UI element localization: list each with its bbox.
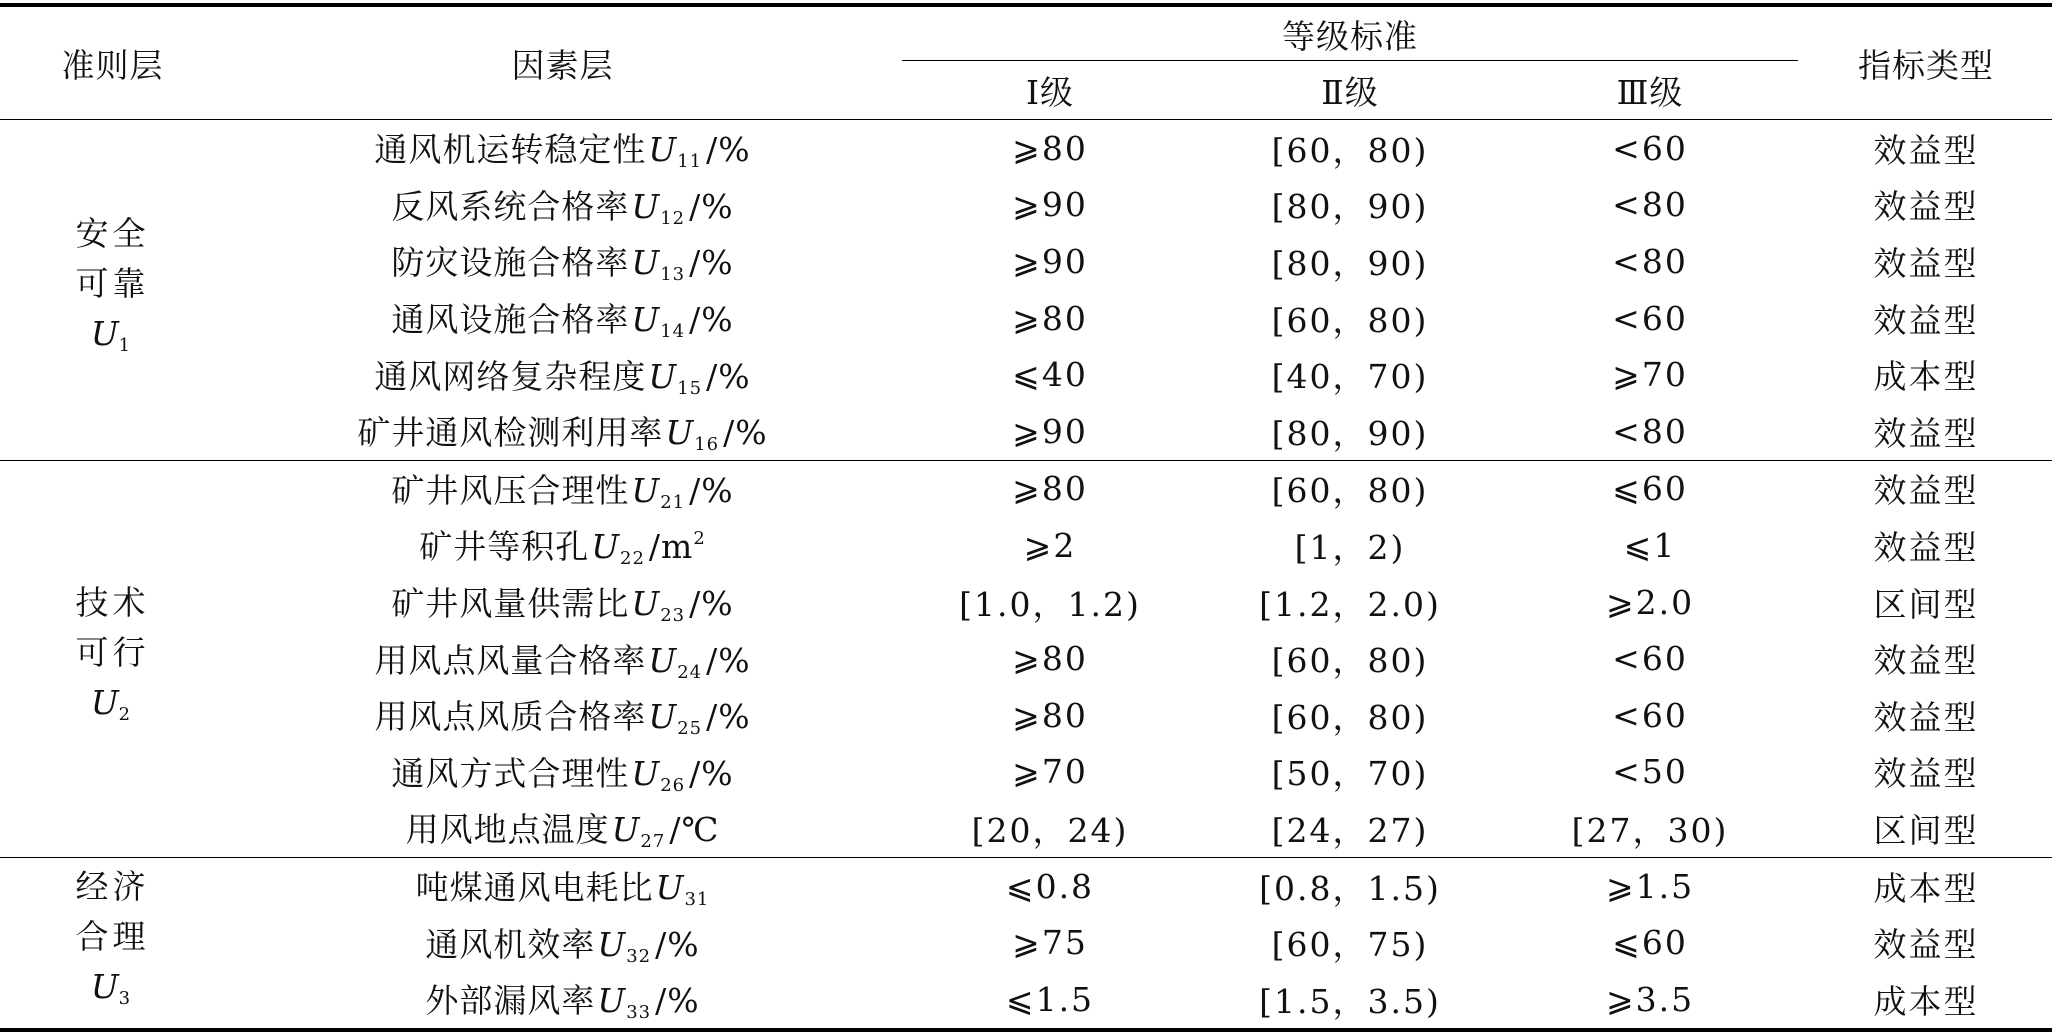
grade-3-value: <50 <box>1612 752 1688 792</box>
indicator-type-value: 效益型 <box>1873 754 1979 794</box>
criterion-line-2: 合理 <box>75 916 150 956</box>
factor-symbol <box>631 243 686 286</box>
factor-unit-text: /% <box>655 981 700 1021</box>
grade-3-cell <box>1500 517 1800 574</box>
factor-symbol <box>631 186 686 229</box>
grade-3-value: <80 <box>1612 241 1688 281</box>
grade-3-value: <60 <box>1612 695 1688 735</box>
factor-cell <box>225 630 900 687</box>
criterion-line-2: 可靠 <box>75 263 150 303</box>
grade-2-cell <box>1200 857 1500 914</box>
evaluation-index-table <box>0 3 2052 1032</box>
indicator-type-value: 效益型 <box>1873 130 1979 170</box>
header-grade-2-label: Ⅱ级 <box>1321 72 1379 112</box>
grade-1-value: ⩾90 <box>1012 411 1088 451</box>
header-factor <box>225 5 900 120</box>
header-criterion-label: 准则层 <box>61 45 164 85</box>
header-indicator-type <box>1800 5 2052 120</box>
factor-unit <box>689 754 733 793</box>
factor-symbol-subscript: 31 <box>684 889 710 911</box>
factor-symbol <box>631 470 686 513</box>
factor-symbol <box>665 413 720 456</box>
factor-symbol <box>648 640 703 683</box>
grade-2-value: [60，80) <box>1271 130 1429 170</box>
grade-1-value: ⩾80 <box>1012 128 1088 168</box>
grade-2-cell <box>1200 971 1500 1030</box>
grade-1-cell <box>900 687 1200 744</box>
grade-1-cell <box>900 914 1200 971</box>
indicator-type-value: 效益型 <box>1873 925 1979 965</box>
factor-name: 通风方式合理性 <box>391 753 630 793</box>
indicator-type-cell <box>1800 744 2052 801</box>
factor-symbol-subscript: 11 <box>677 151 703 173</box>
factor-name: 用风点风质合格率 <box>374 697 647 737</box>
factor-symbol-subscript: 16 <box>694 434 720 456</box>
factor-symbol <box>611 810 666 853</box>
factor-unit-text: /% <box>689 300 734 340</box>
factor-unit-text: /% <box>706 356 751 396</box>
grade-3-cell <box>1500 346 1800 403</box>
table-row <box>0 971 2052 1030</box>
factor-symbol-letter: U <box>631 186 661 226</box>
grade-2-cell <box>1200 630 1500 687</box>
factor-unit-text: /% <box>706 697 751 737</box>
indicator-type-value: 效益型 <box>1873 300 1979 340</box>
factor-cell <box>225 914 900 971</box>
factor-symbol-subscript: 13 <box>660 264 686 286</box>
indicator-type-value: 效益型 <box>1873 697 1979 737</box>
grade-2-cell <box>1200 233 1500 290</box>
grade-2-cell <box>1200 744 1500 801</box>
grade-3-value: <60 <box>1612 128 1688 168</box>
grade-1-value: ⩾75 <box>1012 923 1088 963</box>
indicator-type-cell <box>1800 290 2052 347</box>
factor-cell <box>225 574 900 631</box>
grade-1-value: ⩾2 <box>1023 525 1077 565</box>
indicator-type-value: 成本型 <box>1873 868 1979 908</box>
factor-unit <box>689 471 733 510</box>
grade-1-cell <box>900 177 1200 234</box>
header-grade-standard-label: 等级标准 <box>1282 16 1418 56</box>
indicator-type-cell <box>1800 574 2052 631</box>
table-row <box>0 914 2052 971</box>
grade-3-cell <box>1500 120 1800 177</box>
factor-unit <box>669 810 719 849</box>
factor-cell <box>225 857 900 914</box>
factor-name: 外部漏风率 <box>425 981 596 1021</box>
grade-2-value: [60，80) <box>1271 471 1429 511</box>
header-grade-standard <box>900 5 1800 61</box>
header-grade-3 <box>1500 61 1800 120</box>
factor-name: 矿井通风检测利用率 <box>357 413 664 453</box>
grade-2-value: [1，2) <box>1294 527 1406 567</box>
factor-cell <box>225 233 900 290</box>
factor-symbol <box>631 584 686 627</box>
header-grade-1-label: Ⅰ级 <box>1025 72 1075 112</box>
criterion-line-1: 安全 <box>75 213 150 253</box>
indicator-type-cell <box>1800 403 2052 460</box>
factor-symbol <box>597 924 652 967</box>
grade-3-cell <box>1500 744 1800 801</box>
factor-symbol-subscript: 15 <box>677 377 703 399</box>
factor-symbol-letter: U <box>631 300 661 340</box>
indicator-type-cell <box>1800 177 2052 234</box>
table-header <box>0 5 2052 120</box>
indicator-type-cell <box>1800 630 2052 687</box>
grade-1-value: ⩾90 <box>1012 241 1088 281</box>
grade-1-cell <box>900 403 1200 460</box>
indicator-type-value: 成本型 <box>1873 981 1979 1021</box>
header-grade-2 <box>1200 61 1500 120</box>
criterion-cell <box>0 120 225 461</box>
header-criterion <box>0 5 225 120</box>
indicator-type-value: 效益型 <box>1873 471 1979 511</box>
factor-symbol <box>631 300 686 343</box>
indicator-type-value: 效益型 <box>1873 243 1979 283</box>
grade-1-value: ⩾90 <box>1012 185 1088 225</box>
grade-2-value: [1.2，2.0) <box>1259 584 1441 624</box>
criterion-symbol-letter: U <box>90 313 119 353</box>
grade-1-value: ⩽0.8 <box>1005 866 1095 906</box>
factor-cell <box>225 800 900 857</box>
grade-3-value: ⩽60 <box>1612 469 1688 509</box>
grade-1-cell <box>900 346 1200 403</box>
factor-cell <box>225 687 900 744</box>
indicator-type-cell <box>1800 971 2052 1030</box>
criterion-symbol-subscript: 3 <box>118 987 135 1009</box>
factor-unit <box>723 413 767 452</box>
factor-symbol-subscript: 26 <box>660 774 686 796</box>
indicator-type-cell <box>1800 914 2052 971</box>
grade-2-value: [24，27) <box>1271 810 1429 850</box>
grade-1-value: ⩾80 <box>1012 298 1088 338</box>
criterion-symbol-subscript: 2 <box>118 703 135 725</box>
indicator-type-cell <box>1800 857 2052 914</box>
factor-symbol-letter: U <box>631 243 661 283</box>
factor-cell <box>225 744 900 801</box>
factor-symbol-letter: U <box>611 810 641 850</box>
grade-1-cell <box>900 290 1200 347</box>
criterion-line-1: 经济 <box>75 866 150 906</box>
grade-3-value: ⩾3.5 <box>1605 979 1695 1019</box>
factor-cell <box>225 120 900 177</box>
factor-unit-superscript: 2 <box>693 528 706 550</box>
grade-1-value: [20，24) <box>971 810 1129 850</box>
grade-3-cell <box>1500 177 1800 234</box>
grade-2-value: [60，80) <box>1271 697 1429 737</box>
grade-3-value: ⩽60 <box>1612 923 1688 963</box>
factor-symbol <box>655 868 710 911</box>
factor-unit <box>649 527 706 566</box>
factor-symbol-letter: U <box>648 640 678 680</box>
factor-unit <box>655 925 699 964</box>
grade-1-cell <box>900 120 1200 177</box>
factor-symbol-subscript: 32 <box>626 945 652 967</box>
grade-2-cell <box>1200 346 1500 403</box>
criterion-symbol-letter: U <box>90 966 119 1006</box>
factor-cell <box>225 460 900 517</box>
grade-2-value: [60，80) <box>1271 300 1429 340</box>
factor-name: 矿井风量供需比 <box>391 584 630 624</box>
factor-cell <box>225 177 900 234</box>
factor-name: 防灾设施合格率 <box>391 243 630 283</box>
indicator-type-value: 区间型 <box>1873 584 1979 624</box>
grade-2-cell <box>1200 687 1500 744</box>
table-row <box>0 403 2052 460</box>
indicator-type-cell <box>1800 687 2052 744</box>
grade-1-cell <box>900 233 1200 290</box>
grade-2-value: [50，70) <box>1271 754 1429 794</box>
criterion-symbol <box>0 962 225 1024</box>
table-row <box>0 120 2052 177</box>
factor-unit <box>689 300 733 339</box>
grade-2-cell <box>1200 403 1500 460</box>
factor-symbol-subscript: 33 <box>626 1002 652 1024</box>
factor-symbol <box>648 697 703 740</box>
table-row <box>0 517 2052 574</box>
factor-symbol-subscript: 23 <box>660 605 686 627</box>
factor-symbol <box>631 753 686 796</box>
indicator-type-cell <box>1800 346 2052 403</box>
factor-symbol-letter: U <box>631 584 661 624</box>
factor-symbol-letter: U <box>597 981 627 1021</box>
criterion-symbol-letter: U <box>90 682 119 722</box>
grade-3-cell <box>1500 914 1800 971</box>
factor-symbol-subscript: 24 <box>677 661 703 683</box>
table-row <box>0 233 2052 290</box>
factor-unit-text: /m <box>648 527 694 567</box>
factor-unit-text: /% <box>706 130 751 170</box>
factor-unit-text: /% <box>723 413 768 453</box>
grade-2-value: [0.8，1.5) <box>1259 868 1441 908</box>
grade-1-cell <box>900 574 1200 631</box>
grade-3-cell <box>1500 971 1800 1030</box>
factor-name: 通风网络复杂程度 <box>374 356 647 396</box>
grade-standard-divider <box>902 60 1798 61</box>
grade-1-value: ⩾70 <box>1012 752 1088 792</box>
grade-2-value: [1.5，3.5) <box>1259 981 1441 1021</box>
factor-symbol-letter: U <box>591 527 621 567</box>
factor-symbol-letter: U <box>665 413 695 453</box>
grade-3-cell <box>1500 687 1800 744</box>
grade-1-cell <box>900 744 1200 801</box>
grade-3-cell <box>1500 460 1800 517</box>
factor-symbol-subscript: 12 <box>660 207 686 229</box>
factor-unit-text: /% <box>689 753 734 793</box>
grade-2-value: [80，90) <box>1271 243 1429 283</box>
indicator-type-value: 效益型 <box>1873 527 1979 567</box>
grade-1-cell <box>900 630 1200 687</box>
grade-2-value: [40，70) <box>1271 357 1429 397</box>
table-row <box>0 460 2052 517</box>
criterion-symbol <box>0 309 225 371</box>
indicator-type-value: 效益型 <box>1873 413 1979 453</box>
factor-name: 矿井风压合理性 <box>391 470 630 510</box>
factor-unit-text: /℃ <box>669 810 720 850</box>
factor-cell <box>225 403 900 460</box>
factor-symbol-letter: U <box>648 697 678 737</box>
factor-unit-text: /% <box>689 470 734 510</box>
factor-symbol <box>648 356 703 399</box>
grade-3-cell <box>1500 290 1800 347</box>
factor-symbol-subscript: 25 <box>677 718 703 740</box>
indicator-type-value: 效益型 <box>1873 187 1979 227</box>
factor-unit-text: /% <box>689 584 734 624</box>
grade-3-cell <box>1500 857 1800 914</box>
grade-3-cell <box>1500 630 1800 687</box>
indicator-type-cell <box>1800 800 2052 857</box>
grade-3-cell <box>1500 233 1800 290</box>
indicator-type-value: 效益型 <box>1873 641 1979 681</box>
header-grade-3-label: Ⅲ级 <box>1616 72 1684 112</box>
factor-name: 矿井等积孔 <box>419 527 590 567</box>
grade-1-value: ⩽40 <box>1012 355 1088 395</box>
grade-2-cell <box>1200 290 1500 347</box>
grade-3-value: [27，30) <box>1571 810 1729 850</box>
grade-2-cell <box>1200 120 1500 177</box>
grade-1-cell <box>900 971 1200 1030</box>
factor-name: 吨煤通风电耗比 <box>415 868 654 908</box>
factor-unit <box>706 641 750 680</box>
grade-2-cell <box>1200 517 1500 574</box>
factor-unit <box>655 981 699 1020</box>
grade-2-cell <box>1200 914 1500 971</box>
grade-1-value: ⩾80 <box>1012 469 1088 509</box>
factor-symbol <box>591 527 645 570</box>
grade-3-value: <80 <box>1612 411 1688 451</box>
factor-symbol <box>648 130 703 173</box>
grade-1-cell <box>900 517 1200 574</box>
criterion-cell <box>0 460 225 857</box>
factor-symbol-subscript: 21 <box>660 491 686 513</box>
grade-3-value: ⩽1 <box>1623 525 1677 565</box>
grade-2-cell <box>1200 800 1500 857</box>
criterion-line-2: 可行 <box>75 632 150 672</box>
factor-unit <box>706 697 750 736</box>
grade-1-value: ⩾80 <box>1012 695 1088 735</box>
factor-unit-text: /% <box>655 924 700 964</box>
grade-1-value: [1.0，1.2) <box>959 584 1141 624</box>
criterion-symbol <box>0 678 225 740</box>
factor-unit-text: /% <box>689 243 734 283</box>
grade-1-value: ⩽1.5 <box>1005 979 1095 1019</box>
table-row <box>0 290 2052 347</box>
header-grade-1 <box>900 61 1200 120</box>
factor-name: 用风地点温度 <box>405 810 610 850</box>
factor-symbol-subscript: 22 <box>620 548 645 570</box>
factor-name: 用风点风量合格率 <box>374 640 647 680</box>
factor-unit <box>689 243 733 282</box>
criterion-line-1: 技术 <box>75 582 150 622</box>
grade-2-value: [60，75) <box>1271 925 1429 965</box>
grade-2-value: [80，90) <box>1271 413 1429 453</box>
factor-symbol-subscript: 14 <box>660 321 686 343</box>
factor-symbol <box>597 981 652 1024</box>
indicator-type-cell <box>1800 120 2052 177</box>
indicator-type-value: 区间型 <box>1873 810 1979 850</box>
indicator-type-cell <box>1800 517 2052 574</box>
grade-3-value: <60 <box>1612 298 1688 338</box>
grade-3-cell <box>1500 800 1800 857</box>
table-row <box>0 687 2052 744</box>
factor-name: 通风设施合格率 <box>391 300 630 340</box>
grade-1-cell <box>900 460 1200 517</box>
grade-2-cell <box>1200 460 1500 517</box>
table-body <box>0 120 2052 1030</box>
factor-unit <box>689 187 733 226</box>
grade-3-value: <60 <box>1612 639 1688 679</box>
grade-2-value: [60，80) <box>1271 641 1429 681</box>
factor-unit-text: /% <box>689 186 734 226</box>
table-row <box>0 346 2052 403</box>
factor-cell <box>225 290 900 347</box>
factor-cell <box>225 971 900 1030</box>
factor-name: 通风机运转稳定性 <box>374 130 647 170</box>
factor-symbol-letter: U <box>648 356 678 396</box>
factor-cell <box>225 517 900 574</box>
factor-unit <box>706 357 750 396</box>
factor-symbol-letter: U <box>655 868 685 908</box>
factor-symbol-letter: U <box>648 130 678 170</box>
table-row <box>0 574 2052 631</box>
grade-2-cell <box>1200 177 1500 234</box>
table-row <box>0 630 2052 687</box>
factor-unit <box>689 584 733 623</box>
header-indicator-type-label: 指标类型 <box>1858 45 1995 85</box>
factor-symbol-letter: U <box>631 753 661 793</box>
grade-2-cell <box>1200 574 1500 631</box>
indicator-type-cell <box>1800 460 2052 517</box>
factor-name: 通风机效率 <box>425 924 596 964</box>
factor-symbol-letter: U <box>597 924 627 964</box>
grade-3-value: ⩾70 <box>1612 355 1688 395</box>
factor-name: 反风系统合格率 <box>391 186 630 226</box>
table-row <box>0 857 2052 914</box>
factor-symbol-letter: U <box>631 470 661 510</box>
grade-1-cell <box>900 857 1200 914</box>
table-row <box>0 177 2052 234</box>
grade-3-value: <80 <box>1612 185 1688 225</box>
indicator-type-value: 成本型 <box>1873 357 1979 397</box>
factor-unit-text: /% <box>706 640 751 680</box>
table-row <box>0 800 2052 857</box>
grade-2-value: [80，90) <box>1271 187 1429 227</box>
table-row <box>0 744 2052 801</box>
header-factor-label: 因素层 <box>511 45 614 85</box>
criterion-cell <box>0 857 225 1029</box>
factor-symbol-subscript: 27 <box>640 831 666 853</box>
grade-1-value: ⩾80 <box>1012 639 1088 679</box>
grade-3-value: ⩾1.5 <box>1605 866 1695 906</box>
factor-cell <box>225 346 900 403</box>
criterion-symbol-subscript: 1 <box>118 334 135 356</box>
grade-3-cell <box>1500 574 1800 631</box>
factor-unit <box>706 130 750 169</box>
grade-1-cell <box>900 800 1200 857</box>
indicator-type-cell <box>1800 233 2052 290</box>
grade-3-value: ⩾2.0 <box>1605 582 1695 622</box>
grade-3-cell <box>1500 403 1800 460</box>
